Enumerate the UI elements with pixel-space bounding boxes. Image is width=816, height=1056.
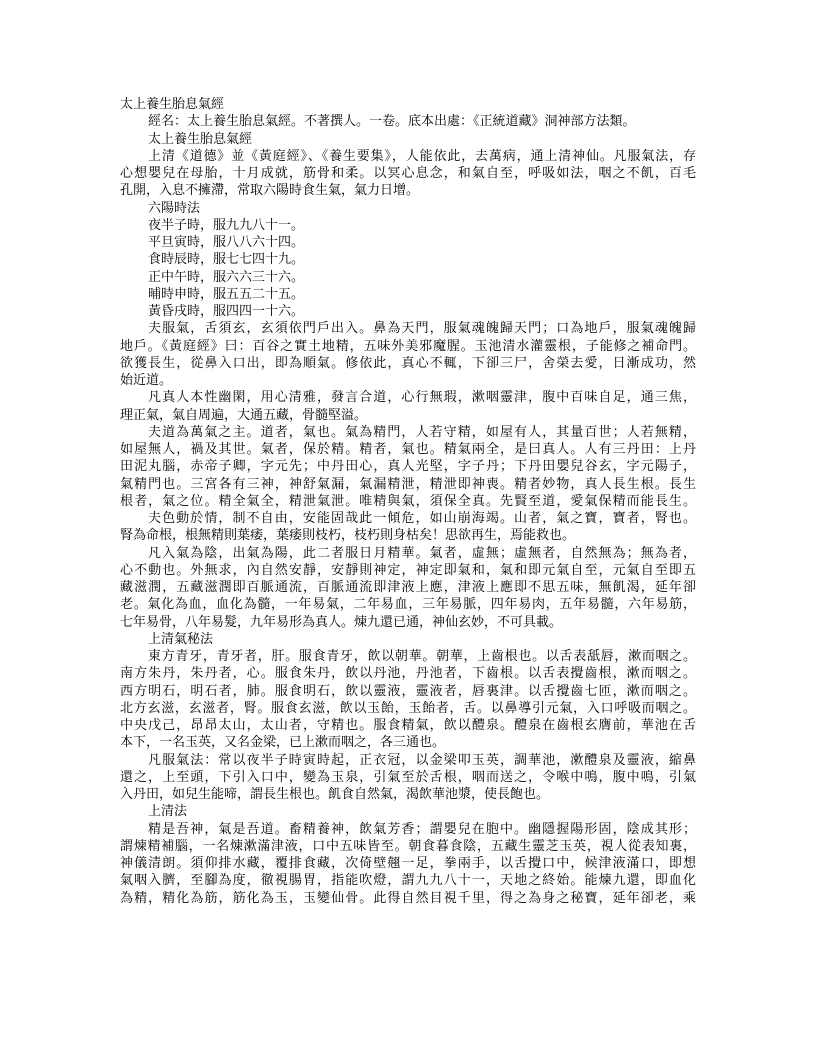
text-line: 六陽時法 bbox=[148, 200, 201, 216]
text-line: 西方明石，明石者，肺。服食明石，飲以靈液，靈液者，唇裏津。以舌攪齒七匝，漱而咽之。 bbox=[120, 683, 696, 699]
text-line: 腎為命根，根無精則葉痿，葉痿則枝朽，枝朽則身枯矣！思欲再生，焉能救也。 bbox=[120, 528, 576, 544]
text-line: 理正氣，氣自周遍，大通五藏，骨髓堅溢。 bbox=[120, 407, 368, 423]
text-line: 藏滋潤，五藏滋潤即百脈通流，百脈通流即津液上應，津液上應即不思五味，無飢渴，延年卻 bbox=[120, 580, 696, 595]
text-line: 孔開，入息不擁滯，常取六陽時食生氣，氣力日增。 bbox=[120, 183, 420, 199]
text-line: 食時辰時，服七七四十九。 bbox=[148, 252, 305, 268]
text-line: 晡時申時，服五五二十五。 bbox=[148, 286, 305, 302]
text-line: 精是吾神，氣是吾道。畜精養神，飲氣芳香；謂嬰兒在胞中。幽隱握陽形固，陰成其形； bbox=[148, 821, 696, 837]
text-line: 神儀清朗。須仰排水藏，覆排食藏，次倚壁翹一足，拳兩手，以舌攪口中，候津液滿口，即想 bbox=[120, 856, 696, 871]
text-line: 正中午時，服六六三十六。 bbox=[148, 269, 305, 285]
text-line: 北方玄滋，玄滋者，腎。服食玄滋，飲以玉飴，玉飴者，舌。以鼻導引元氣，入口呼吸而咽之。 bbox=[120, 700, 696, 716]
text-line: 中央戊己，昂昂太山，太山者，守精也。服食精氣，飲以醴泉。醴泉在齒根玄膺前，華池在舌 bbox=[120, 718, 696, 733]
text-line: 上清《道德》並《黃庭經》、《養生要集》，人能依此，去萬病，通上清神仙。凡服氣法，存 bbox=[148, 148, 696, 164]
text-line: 上清氣秘法 bbox=[148, 631, 214, 647]
text-line: 南方朱丹，朱丹者，心。服食朱丹，飲以丹池，丹池者，下齒根。以舌表攪齒根，漱而咽之。 bbox=[120, 666, 696, 682]
text-line: 太上養生胎息氣經 bbox=[120, 97, 225, 112]
text-line: 夫道為萬氣之主。道者，氣也。氣為精門，人若守精，如屋有人，其量百世；人若無精， bbox=[148, 424, 696, 440]
text-line: 入丹田，如兒生能啼，謂長生根也。飢食自然氣，渴飲華池漿，使長飽也。 bbox=[120, 787, 550, 802]
text-line: 氣咽入臍，至腳為度，徹視腸胃，指能吹燈，謂九九八十一，天地之終始。能煉九還，即血化 bbox=[120, 873, 696, 889]
text-line: 夜半子時，服九九八十一。 bbox=[148, 217, 305, 233]
text-line: 太上養生胎息氣經 bbox=[148, 131, 253, 147]
text-line: 上清法 bbox=[148, 804, 188, 820]
text-line: 七年易骨，八年易髮，九年易形為真人。煉九還已通，神仙玄妙，不可具載。 bbox=[120, 614, 563, 630]
document-body bbox=[120, 96, 696, 907]
text-line: 凡服氣法：常以夜半子時寅時起，正衣冠，以金梁叩玉英，調華池，漱醴泉及靈液，縮鼻 bbox=[148, 752, 696, 768]
text-line: 田泥丸腦，赤帝子卿，字元先；中丹田心，真人光堅，字子丹；下丹田嬰兒谷玄，字元陽子， bbox=[120, 459, 696, 475]
text-line: 平旦寅時，服八八六十四。 bbox=[148, 235, 305, 250]
text-line: 氣精門也。三宮各有三神，神舒氣漏，氣漏精泄，精泄即神喪。精者妙物，真人長生根。長生 bbox=[120, 476, 696, 492]
text-line: 心不動也。外無求，內自然安靜，安靜則神定，神定即氣和，氣和即元氣自至，元氣自至即五 bbox=[120, 562, 696, 578]
text-line: 謂煉精補腦，一名煉漱滿津液，口中五味皆至。朝食暮食陰，五藏生靈芝玉英，視人從表知裏， bbox=[120, 838, 696, 854]
text-line: 還之，上至頭，下引入口中，變為玉泉，引氣至於舌根，咽而送之，令喉中鳴，腹中鳴，引氣 bbox=[120, 769, 696, 785]
text-line: 如屋無人，禍及其世。氣者，保於精。精者，氣也。精氣兩全，是曰真人。人有三丹田：上丹 bbox=[120, 442, 696, 457]
text-line: 心想嬰兒在母胎，十月成就，筋骨和柔。以冥心息念，和氣自至，呼吸如法，咽之不飢，百毛 bbox=[120, 166, 696, 181]
text-line: 經名：太上養生胎息氣經。不著撰人。一卷。底本出處：《正統道藏》洞神部方法類。 bbox=[148, 114, 636, 130]
text-line: 欲獲長生，從鼻入口出，即為順氣。修依此，真心不輒，下卻三尸，舍榮去愛，日漸成功，然 bbox=[120, 355, 696, 371]
text-line: 老。氣化為血，血化為髓，一年易氣，二年易血，三年易脈，四年易肉，五年易髓，六年易筋， bbox=[120, 597, 696, 613]
text-line: 凡真人本性幽閑，用心清雅，發言合道，心行無瑕，漱咽靈津，腹中百味自足，通三焦， bbox=[148, 390, 696, 406]
text-line: 黃昏戌時，服四四一十六。 bbox=[148, 304, 305, 319]
text-line: 為精，精化為筋，筋化為玉，玉變仙骨。此得自然目視千里，得之為身之秘寶，延年卻老，乘 bbox=[120, 890, 696, 906]
text-line: 始近道。 bbox=[120, 373, 173, 388]
text-line: 根者，氣之位。精全氣全，精泄氣泄。唯精與氣，須保全真。先賢至道，愛氣保精而能長生。 bbox=[120, 493, 696, 509]
text-line: 夫色動於情，制不自由，安能固哉此一傾危，如山崩海竭。山者，氣之寶，寶者，腎也。 bbox=[148, 511, 696, 526]
text-line: 凡入氣為陰，出氣為陽，此二者服日月精華。氣者，虛無；虛無者，自然無為；無為者， bbox=[148, 545, 696, 561]
text-line: 本下，一名玉英，又名金梁，已上漱而咽之，各三通也。 bbox=[120, 735, 446, 751]
text-line: 東方青牙，青牙者，肝。服食青牙，飲以朝華。朝華，上齒根也。以舌表舐唇，漱而咽之。 bbox=[148, 649, 696, 664]
text-line: 地戶。《黃庭經》曰：百谷之實土地精，五味外美邪魔腥。玉池清水灌靈根，子能修之補命門。 bbox=[120, 338, 696, 354]
text-line: 夫服氣，舌須玄，玄須依門戶出入。鼻為天門，服氣魂魄歸天門；口為地戶，服氣魂魄歸 bbox=[148, 321, 696, 337]
